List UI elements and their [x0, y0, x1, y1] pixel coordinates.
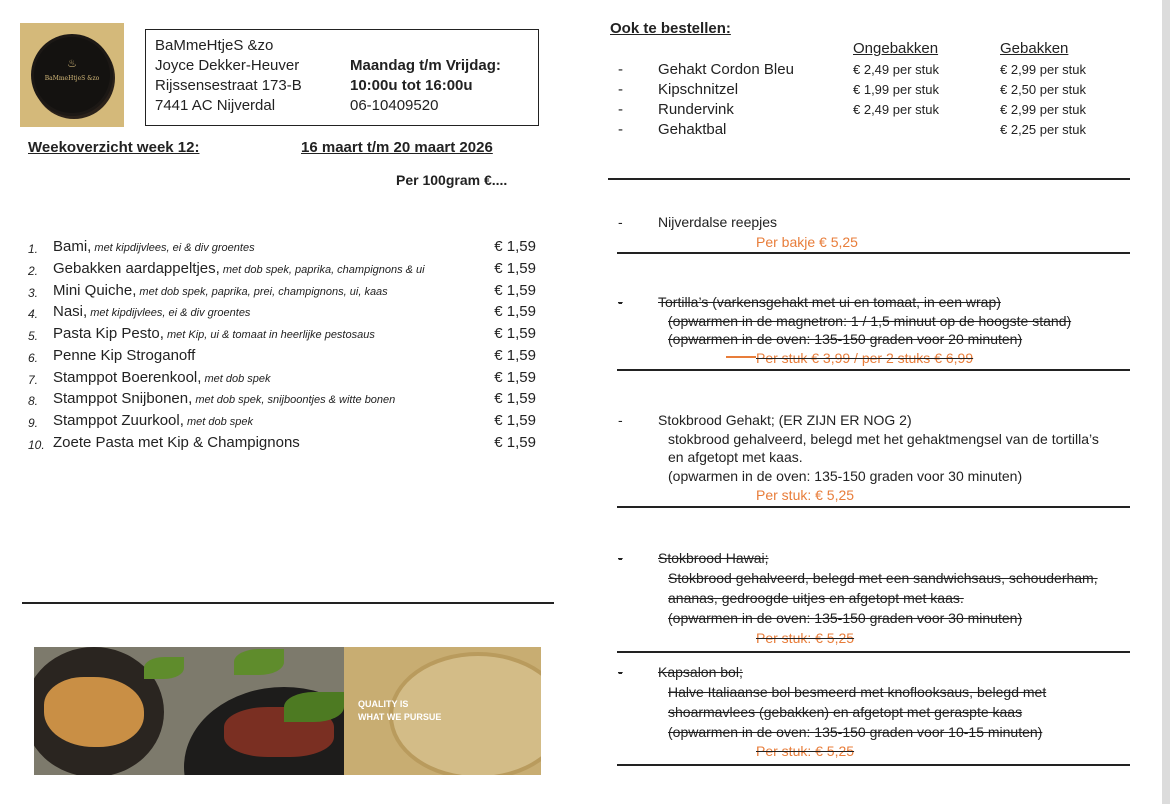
- strike-mark: [726, 356, 756, 358]
- divider: [617, 369, 1130, 371]
- opening-hours: 10:00u tot 16:00u: [350, 77, 473, 94]
- banner-slogan-line: WHAT WE PURSUE: [358, 712, 442, 722]
- price-raw: € 2,49: [853, 62, 890, 77]
- menu-item: [28, 412, 540, 434]
- week-dates: 16 maart t/m 20 maart 2026: [301, 139, 493, 156]
- menu-item-name: Stamppot Boerenkool,: [53, 369, 202, 386]
- tortilla-line: (opwarmen in de magnetron: 1 / 1,5 minuut op de hoogste stand): [668, 313, 1072, 329]
- price-unit: per stuk: [1036, 62, 1087, 77]
- order-item-name: Gehaktbal: [658, 121, 727, 138]
- menu-item-number: 4.: [28, 307, 39, 321]
- price-raw: € 1,99: [853, 82, 890, 97]
- column-header-baked: Gebakken: [1000, 40, 1069, 57]
- menu-item-description: met dob spek: [201, 373, 271, 385]
- menu-item-price: € 1,59: [494, 412, 536, 429]
- menu-item-description: met dob spek, paprika, champignons & ui: [219, 264, 425, 276]
- list-dash: -: [618, 214, 623, 230]
- leaf-graphic: [234, 649, 284, 675]
- order-item: [618, 101, 1118, 121]
- menu-item-number: 10.: [28, 438, 45, 452]
- stokbrood-hawai-line: Stokbrood gehalveerd, belegd met een sandwichsaus, schouderham,: [668, 570, 1098, 586]
- price-unit: per stuk: [889, 82, 940, 97]
- list-dash: -: [618, 81, 623, 98]
- kapsalon-name: Kapsalon bol;: [658, 664, 743, 680]
- price-unit: per stuk: [1036, 122, 1087, 137]
- menu-item-price: € 1,59: [494, 260, 536, 277]
- week-title: Weekoverzicht week 12:: [28, 139, 200, 156]
- menu-item-number: 9.: [28, 416, 39, 430]
- order-item: [618, 61, 1118, 81]
- order-item: [618, 121, 1118, 141]
- leaf-graphic: [284, 692, 344, 722]
- order-item: [618, 81, 1118, 101]
- price-baked: € 2,99: [1000, 102, 1037, 117]
- price-baked: € 2,50: [1000, 82, 1037, 97]
- menu-item: [28, 347, 540, 369]
- kapsalon-line: (opwarmen in de oven: 135-150 graden voor 10-15 minuten): [668, 724, 1043, 740]
- divider: [617, 764, 1130, 766]
- kapsalon-line: shoarmavlees (gebakken) en afgetopt met geraspte kaas: [668, 704, 1023, 720]
- price-unit: per stuk: [889, 62, 940, 77]
- menu-item-name: Pasta Kip Pesto,: [53, 325, 164, 342]
- menu-item: [28, 303, 540, 325]
- divider: [608, 178, 1130, 180]
- menu-item-name: Penne Kip Stroganoff: [53, 347, 196, 364]
- list-dash: -: [618, 294, 623, 310]
- price-unit-note: Per 100gram €....: [396, 172, 508, 188]
- price-unit: per stuk: [1036, 82, 1087, 97]
- address-box: [145, 29, 539, 126]
- menu-item-price: € 1,59: [494, 434, 536, 451]
- menu-item: [28, 325, 540, 347]
- page-edge: [1162, 0, 1170, 804]
- banner-slogan-line: QUALITY IS: [358, 699, 409, 709]
- list-dash: -: [618, 121, 623, 138]
- divider: [617, 252, 1130, 254]
- stokbrood-gehakt-line: en afgetopt met kaas.: [668, 449, 803, 465]
- menu-item-number: 5.: [28, 329, 39, 343]
- menu-item: [28, 369, 540, 391]
- tortilla-line: (opwarmen in de oven: 135-150 graden voor 20 minuten): [668, 331, 1023, 347]
- list-dash: -: [618, 664, 623, 680]
- menu-item-name: Mini Quiche,: [53, 282, 137, 299]
- menu-item: [28, 390, 540, 412]
- reepjes-price: Per bakje € 5,25: [756, 234, 858, 250]
- price-unit: per stuk: [889, 102, 940, 117]
- menu-item-price: € 1,59: [494, 347, 536, 364]
- order-item-name: Kipschnitzel: [658, 81, 739, 98]
- column-header-raw: Ongebakken: [853, 40, 939, 57]
- list-dash: -: [618, 412, 623, 428]
- menu-item-name: Zoete Pasta met Kip & Champignons: [53, 434, 300, 451]
- menu-item-price: € 1,59: [494, 369, 536, 386]
- logo-circle: [34, 37, 110, 113]
- stokbrood-hawai-line: (opwarmen in de oven: 135-150 graden voor 30 minuten): [668, 610, 1023, 626]
- menu-item-number: 3.: [28, 286, 39, 300]
- menu-item-description: met kipdijvlees, ei & div groentes: [87, 307, 251, 319]
- menu-item-description: met Kip, ui & tomaat in heerlijke pestosaus: [163, 329, 375, 341]
- stokbrood-gehakt-line: stokbrood gehalveerd, belegd met het gehaktmengsel van de tortilla’s: [668, 431, 1099, 447]
- price-raw: € 2,49: [853, 102, 890, 117]
- food-graphic: [44, 677, 144, 747]
- logo: [20, 23, 124, 127]
- menu-item-number: 7.: [28, 373, 39, 387]
- menu-item-name: Stamppot Snijbonen,: [53, 390, 193, 407]
- menu-item-price: € 1,59: [494, 390, 536, 407]
- menu-item-price: € 1,59: [494, 282, 536, 299]
- divider: [22, 602, 554, 604]
- menu-item-name: Gebakken aardappeltjes,: [53, 260, 220, 277]
- menu-item-number: 8.: [28, 394, 39, 408]
- list-dash: -: [618, 550, 623, 566]
- list-dash: -: [618, 61, 623, 78]
- divider: [617, 651, 1130, 653]
- price-baked: € 2,25: [1000, 122, 1037, 137]
- tortilla-price: Per stuk € 3,99 / per 2 stuks € 6,99: [756, 350, 974, 366]
- logo-text: BaMmeHtjeS &zo: [44, 75, 100, 82]
- stokbrood-hawai-line: ananas, gedroogde uitjes en afgetopt met kaas.: [668, 590, 964, 606]
- list-dash: -: [618, 101, 623, 118]
- owner-name: Joyce Dekker-Heuver: [155, 57, 300, 74]
- stokbrood-hawai-price: Per stuk: € 5,25: [756, 630, 855, 646]
- postcode-city: 7441 AC Nijverdal: [155, 97, 276, 114]
- stokbrood-gehakt-name: Stokbrood Gehakt; (ER ZIJN ER NOG 2): [658, 412, 912, 428]
- menu-item-number: 6.: [28, 351, 39, 365]
- menu-item-price: € 1,59: [494, 325, 536, 342]
- order-title: Ook te bestellen:: [610, 20, 731, 37]
- leaf-graphic: [144, 657, 184, 679]
- stokbrood-gehakt-price: Per stuk: € 5,25: [756, 487, 855, 503]
- price-baked: € 2,99: [1000, 62, 1037, 77]
- order-item-name: Gehakt Cordon Bleu: [658, 61, 794, 78]
- menu-item-name: Stamppot Zuurkool,: [53, 412, 184, 429]
- menu-item-number: 2.: [28, 264, 39, 278]
- menu-item-description: met dob spek, paprika, prei, champignons, ui, kaas: [136, 286, 388, 298]
- divider: [617, 506, 1130, 508]
- opening-days: Maandag t/m Vrijdag:: [350, 57, 501, 74]
- menu-item-price: € 1,59: [494, 238, 536, 255]
- kapsalon-price: Per stuk: € 5,25: [756, 743, 855, 759]
- menu-item-description: met dob spek: [183, 416, 253, 428]
- banner-slogan: [358, 698, 441, 724]
- business-name: BaMmeHtjeS &zo: [155, 37, 274, 54]
- menu-item-description: met dob spek, snijboontjes & witte bonen: [192, 394, 396, 406]
- kapsalon-line: Halve Italiaanse bol besmeerd met knoflooksaus, belegd met: [668, 684, 1047, 700]
- street-address: Rijssensestraat 173-B: [155, 77, 302, 94]
- stokbrood-gehakt-line: (opwarmen in de oven: 135-150 graden voor 30 minuten): [668, 468, 1023, 484]
- menu-item-price: € 1,59: [494, 303, 536, 320]
- order-item-name: Rundervink: [658, 101, 734, 118]
- menu-item-name: Nasi,: [53, 303, 88, 320]
- menu-item-description: met kipdijvlees, ei & div groentes: [91, 242, 255, 254]
- menu-item: [28, 260, 540, 282]
- chef-icon: ♨: [67, 58, 77, 70]
- food-banner-image: [34, 647, 541, 775]
- price-unit: per stuk: [1036, 102, 1087, 117]
- reepjes-name: Nijverdalse reepjes: [658, 214, 778, 230]
- stokbrood-hawai-name: Stokbrood Hawai;: [658, 550, 769, 566]
- menu-item-name: Bami,: [53, 238, 92, 255]
- phone-number: 06-10409520: [350, 97, 439, 114]
- menu-item: [28, 434, 540, 456]
- menu-item: [28, 282, 540, 304]
- tortilla-name: Tortilla’s (varkensgehakt met ui en tomaat, in een wrap): [658, 294, 1001, 310]
- menu-item: [28, 238, 540, 260]
- menu-item-number: 1.: [28, 242, 39, 256]
